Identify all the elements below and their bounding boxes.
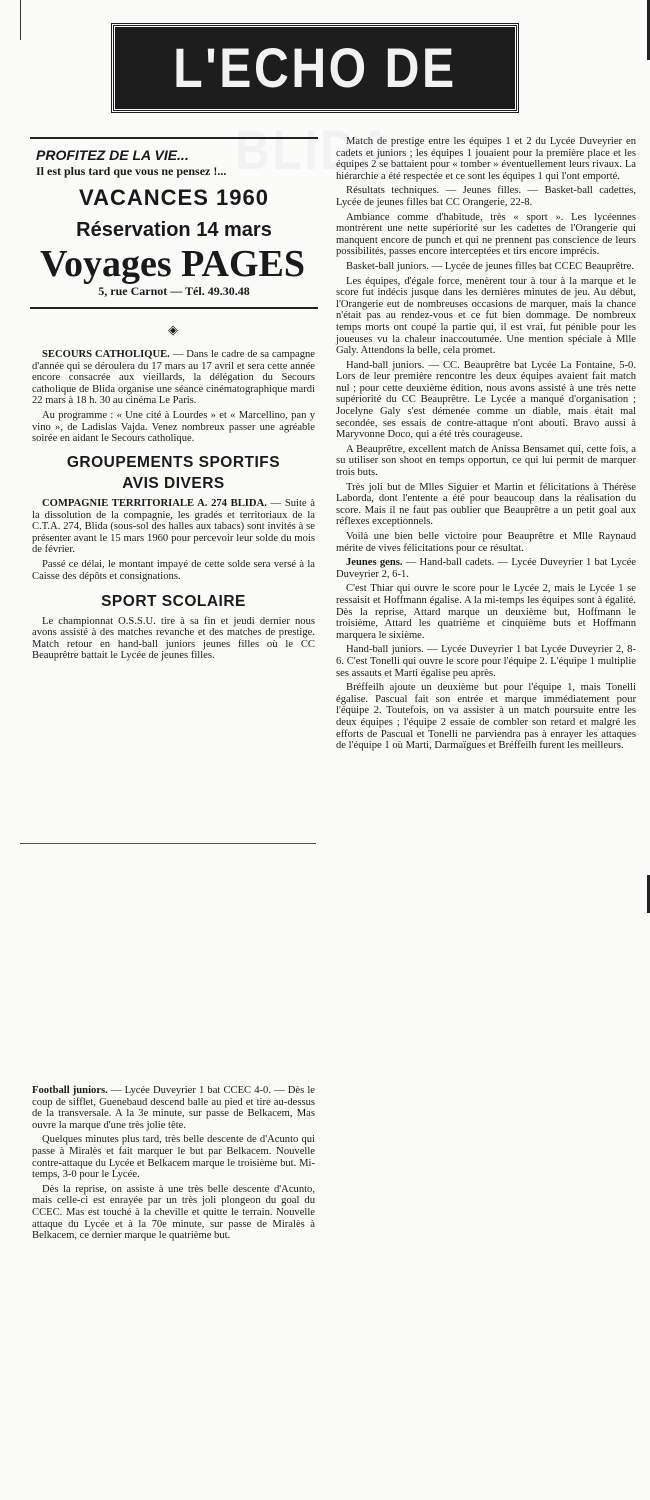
secours-programme: Au programme : « Une cité à Lourdes » et « Marcellino, pan y vino », de Ladislas Vajda. Venez nombreux passer une agréable soirée en aidant le Secours catholique.: [32, 409, 315, 445]
voyages-advertisement: [30, 137, 318, 309]
right-paragraph-10: [336, 557, 636, 580]
ornament-icon: ◈: [168, 322, 178, 337]
football-body: — Lycée Duveyrier 1 bat CCEC 4-0. — Dès le coup de sifflet, Guenebaud descend balle au pied et tire au-dessus de la transversale. A la 3e minute, sur passe de Belkacem, Mas ouvre la marque d'une très jolie tête.: [32, 1085, 315, 1131]
compagnie-deadline: Passé ce délai, le montant impayé de cette solde sera versé à la Caisse des dépôts et consignations.: [32, 558, 315, 582]
football-paragraph-3: Dès la reprise, on assiste à une très belle descente d'Acunto, mais celle-ci est enrayée par un très joli plongeon du goal du CCEC. Mas est touché à la cheville et quitte le terrain. Nouvelle attaque du Lycée et à la 70e minute, sur passe de Miralès à Belkacem, ce dernier marque le quatrième but.: [32, 1183, 315, 1242]
right-paragraph-7: A Beauprêtre, excellent match de Anissa Bensamet qui, cette fois, a su utiliser son shoot en temps opportun, ce qui lui permit de marquer trois buts.: [336, 443, 636, 479]
compagnie-lead: COMPAGNIE TERRITORIALE A. 274 BLIDA.: [42, 497, 267, 509]
right-paragraph-4: Basket-ball juniors. — Lycée de jeunes filles bat CCEC Beauprêtre.: [346, 260, 635, 272]
right-paragraph-11: C'est Thiar qui ouvre le score pour le Lycée 2, mais le Lycée 1 se ressaisit et Hoffmann égalise. A la mi-temps les équipes sont à égalité. Dès la reprise, Attard marque un deuxième but, Hoffmann le troisième, Attard les quatrième et cinquième buts et Hoffmann marquera le sixième.: [336, 583, 636, 641]
heading-avis-divers: AVIS DIVERS: [122, 475, 225, 493]
ad-reservation: Réservation 14 mars: [76, 219, 272, 241]
jeunes-gens-lead: Jeunes gens.: [346, 557, 403, 569]
sport-scolaire-paragraph: Le championnat O.S.S.U. tire à sa fin et jeudi dernier nous avons assisté à des matches revanche et des matches de prestige. Match retour en hand-ball juniors jeunes filles où le CC Beauprêtre battait le Lycée de jeunes filles.: [32, 615, 315, 662]
right-paragraph-8: Très joli but de Mlles Siguier et Martin et félicitations à Thérèse Laborda, dont l'entente a été pour beaucoup dans la réalisation du score. Mais il ne faut pas oublier que Beauprêtre a un petit goal aux réflexes exceptionnels.: [336, 481, 636, 528]
ad-brand: Voyages PAGES: [40, 243, 305, 285]
right-paragraph-5: Les équipes, d'égale force, menèrent tour à tour à la marque et le score fut indécis jusque dans les dernières minutes de jeu. Au début, l'Orangerie eut de nombreuses occasions de marquer, mais la chance n'était pas au rendez-vous et ce fut bien dommage. De nombreux temps morts ont coupé la partie qui, il est vrai, fut pénible pour les joueuses vu la chaleur inaccoutumée. Une mention spéciale à Mlle Galy. Attendons la belle, cela promet.: [336, 275, 636, 357]
right-paragraph-13: Bréffeilh ajoute un deuxième but pour l'équipe 1, mais Tonelli égalise. Pascual fait son entrée et marque immédiatement pour l'équipe 2. Toutefois, on va assister à un match poursuite entre les deux équipes ; l'équipe 2 essaie de combler son retard et malgré les efforts de Pascual et Tonelli ne parviendra pas à enrayer les attaques de l'équipe 1 où Marti, Darmaïgues et Bréffeilh furent les meilleurs.: [336, 682, 636, 752]
left-column-upper: [32, 349, 315, 665]
right-paragraph-9: Voilà une bien belle victoire pour Beauprêtre et Mlle Raynaud mérite de vives félicitations pour ce résultat.: [336, 531, 636, 554]
football-lead: Football juniors.: [32, 1085, 108, 1096]
right-column: [336, 136, 636, 755]
heading-sport-scolaire: SPORT SCOLAIRE: [101, 593, 246, 611]
masthead-title: L'ECHO DE BLIDA: [173, 36, 457, 181]
right-paragraph-1: Match de prestige entre les équipes 1 et 2 du Lycée Duveyrier en cadets et juniors ; les équipes 1 jouaient pour la première place et les équipes 2 se battaient pour « tomber » éventuellement leurs rivaux. La hiérarchie a été respectée et ce sont les équipes 1 qui l'ont emporté.: [336, 136, 636, 182]
ad-tagline: PROFITEZ DE LA VIE...: [36, 147, 189, 163]
left-column-football: [32, 1085, 315, 1245]
column-divider: [20, 843, 316, 844]
right-paragraph-3: Ambiance comme d'habitude, très « sport ». Les lycéennes montrèrent une nette supériorité sur les cadettes de l'Orangerie qui manquent encore de punch et qui ne prennent pas conscience de leurs possibilités, passes encore interceptées et tirs encore imprécis.: [336, 211, 636, 258]
compagnie-paragraph: [32, 498, 315, 556]
right-paragraph-12: Hand-ball juniors. — Lycée Duveyrier 1 bat Lycée Duveyrier 2, 8-6. C'est Tonelli qui ouvre le score pour l'équipe 2. L'équipe 1 multiplie ses assauts et Marti égalise peu après.: [336, 644, 636, 679]
ad-subtagline: Il est plus tard que vous ne pensez !...: [36, 164, 227, 178]
right-paragraph-6: Hand-ball juniors. — CC. Beauprêtre bat Lycée La Fontaine, 5-0. Lors de leur première rencontre les deux équipes avaient fait match nul ; pour cette deuxième édition, nous avons assisté à une très nette supériorité du CC Beauprêtre. Le Lycée a manqué d'organisation ; Jocelyne Galy s'est démenée comme un diable, mais était mal secondée, ses essais de contre-attaque n'ont abouti. Bravo aussi à Maryvonne Doco, qui a été très courageuse.: [336, 359, 636, 441]
secours-lead: SECOURS CATHOLIQUE.: [42, 349, 170, 360]
jeunes-gens-body: — Hand-ball cadets. — Lycée Duveyrier 1 bat Lycée Duveyrier 2, 6-1.: [336, 557, 636, 580]
right-paragraph-2: Résultats techniques. — Jeunes filles. — Basket-ball cadettes, Lycée de jeunes filles bat CC Orangerie, 22-8.: [336, 185, 636, 208]
compagnie-body: — Suite à la dissolution de la compagnie, les gradés et territoriaux de la C.T.A. 274, Blida (sous-sol des halles aux tabacs) sont invités à se présenter avant le 15 mars 1960 pour percevoir leur solde du mois de février.: [32, 497, 315, 556]
football-paragraph-2: Quelques minutes plus tard, très belle descente de d'Acunto qui passe à Miralès et fait marquer le but par Belkacem. Nouvelle contre-attaque du Lycée et Belkacem marque le troisième but. Mi-temps, 3-0 pour le Lycée.: [32, 1134, 315, 1181]
ad-address: 5, rue Carnot — Tél. 49.30.48: [98, 284, 250, 298]
secours-paragraph: [32, 349, 315, 407]
secours-body: — Dans le cadre de sa campagne d'année qui se déroulera du 17 mars au 17 avril et sera cette année encore consacrée aux vieillards, la délégation du Secours catholique de Blida organise une séance cinématographique mardi 22 mars à 18 h. 30 au cinéma Le Paris.: [32, 349, 315, 407]
ad-vacances: VACANCES 1960: [79, 185, 269, 210]
football-paragraph: [32, 1085, 315, 1131]
heading-groupements: GROUPEMENTS SPORTIFS: [66, 453, 281, 471]
page-rule-left: [20, 0, 21, 40]
